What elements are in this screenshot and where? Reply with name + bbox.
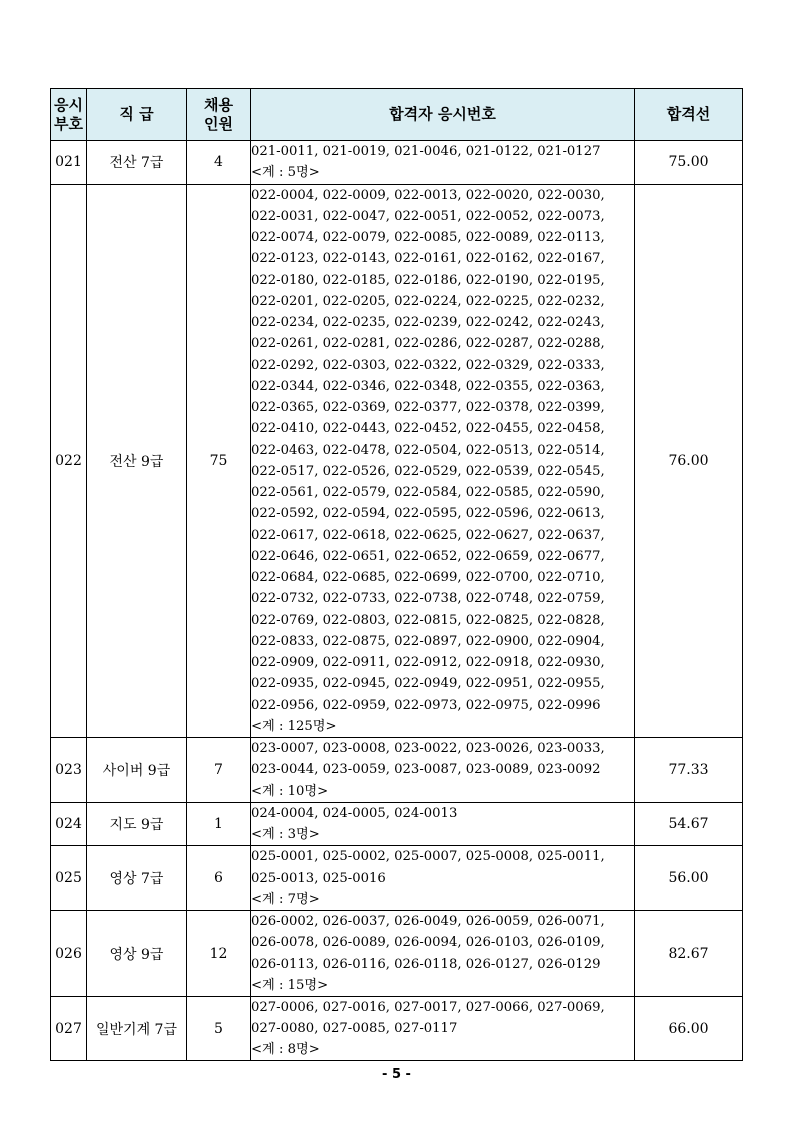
passer-number-line: 022-0344, 022-0346, 022-0348, 022-0355, 022-0363,: [251, 378, 605, 394]
header-hires: [187, 89, 251, 141]
passer-number-line: 022-0180, 022-0185, 022-0186, 022-0190, 022-0195,: [251, 272, 605, 288]
header-row: [51, 89, 743, 141]
passer-number-line: 022-0201, 022-0205, 022-0224, 022-0225, 022-0232,: [251, 293, 605, 309]
cutoff-cell: 77.33: [635, 738, 743, 803]
passer-total: <계 : 8명>: [251, 1042, 320, 1057]
table-row: [51, 141, 743, 185]
position-cell: 지도 9급: [87, 802, 187, 846]
table-row: [51, 738, 743, 803]
passer-number-line: 022-0234, 022-0235, 022-0239, 022-0242, 022-0243,: [251, 315, 605, 330]
hires-cell: 5: [187, 997, 251, 1061]
exam-code-cell: 024: [51, 802, 87, 846]
passer-number-line: 022-0956, 022-0959, 022-0973, 022-0975, 022-0996: [251, 697, 601, 713]
position-cell: 전산 7급: [87, 141, 187, 185]
position-cell: 사이버 9급: [87, 738, 187, 803]
passer-number-line: 022-0833, 022-0875, 022-0897, 022-0900, 022-0904,: [251, 633, 605, 649]
passer-number-line: 023-0044, 023-0059, 023-0087, 023-0089, 023-0092: [251, 762, 601, 778]
passers-cell: [251, 846, 635, 911]
header-hires-line2: 인원: [204, 114, 233, 133]
passer-number-line: 021-0011, 021-0019, 021-0046, 021-0122, 021-0127: [251, 144, 601, 159]
exam-code-cell: 023: [51, 738, 87, 803]
passer-total: <계 : 10명>: [251, 783, 329, 799]
passer-number-line: 022-0365, 022-0369, 022-0377, 022-0378, 022-0399,: [251, 400, 605, 415]
passer-number-line: 022-0517, 022-0526, 022-0529, 022-0539, 022-0545,: [251, 463, 605, 479]
table-row: [51, 997, 743, 1061]
passer-number-line: 022-0592, 022-0594, 022-0595, 022-0596, 022-0613,: [251, 506, 605, 522]
header-exam-code: [51, 89, 87, 141]
results-table: [50, 88, 743, 1061]
page-number: - 5 -: [382, 1067, 411, 1082]
passer-total: <계 : 5명>: [251, 165, 320, 181]
passer-total: <계 : 3명>: [251, 827, 320, 842]
cutoff-cell: 75.00: [635, 141, 743, 185]
exam-code-cell: 025: [51, 846, 87, 911]
table-row: [51, 846, 743, 911]
passers-cell: [251, 997, 635, 1061]
header-cutoff: 합격선: [635, 89, 743, 141]
results-body: [51, 141, 743, 1061]
passers-cell: [251, 184, 635, 738]
passer-number-line: 026-0002, 026-0037, 026-0049, 026-0059, 026-0071,: [251, 914, 605, 929]
passer-number-line: 025-0013, 025-0016: [251, 870, 386, 886]
hires-cell: 75: [187, 184, 251, 738]
passer-number-line: 024-0004, 024-0005, 024-0013: [251, 805, 458, 821]
passers-cell: [251, 911, 635, 997]
passer-total: <계 : 125명>: [251, 718, 337, 734]
passers-cell: [251, 738, 635, 803]
passer-number-line: 022-0074, 022-0079, 022-0085, 022-0089, 022-0113,: [251, 230, 605, 245]
cutoff-cell: 76.00: [635, 184, 743, 738]
exam-code-cell: 027: [51, 997, 87, 1061]
table-row: [51, 184, 743, 738]
table-row: [51, 802, 743, 846]
position-cell: 일반기계 7급: [87, 997, 187, 1061]
passer-number-line: 023-0007, 023-0008, 023-0022, 023-0026, 023-0033,: [251, 741, 605, 756]
passer-number-line: 027-0006, 027-0016, 027-0017, 027-0066, 027-0069,: [251, 1000, 605, 1015]
hires-cell: 1: [187, 802, 251, 846]
exam-code-cell: 022: [51, 184, 87, 738]
hires-cell: 6: [187, 846, 251, 911]
cutoff-cell: 56.00: [635, 846, 743, 911]
passer-number-line: 022-0617, 022-0618, 022-0625, 022-0627, 022-0637,: [251, 527, 605, 543]
position-cell: 영상 9급: [87, 911, 187, 997]
cutoff-cell: 54.67: [635, 802, 743, 846]
passer-number-line: 022-0292, 022-0303, 022-0322, 022-0329, 022-0333,: [251, 357, 605, 373]
passers-cell: [251, 802, 635, 846]
passer-total: <계 : 7명>: [251, 891, 320, 907]
passers-cell: [251, 141, 635, 185]
passer-number-line: 026-0113, 026-0116, 026-0118, 026-0127, 026-0129: [251, 956, 601, 972]
position-cell: 전산 9급: [87, 184, 187, 738]
passer-number-line: 022-0909, 022-0911, 022-0912, 022-0918, 022-0930,: [251, 655, 605, 670]
exam-code-cell: 026: [51, 911, 87, 997]
cutoff-cell: 82.67: [635, 911, 743, 997]
header-exam-code-line2: 부호: [54, 114, 83, 133]
header-passers: 합격자 응시번호: [251, 89, 635, 141]
hires-cell: 7: [187, 738, 251, 803]
hires-cell: 12: [187, 911, 251, 997]
passer-number-line: 022-0261, 022-0281, 022-0286, 022-0287, 022-0288,: [251, 336, 605, 352]
passer-number-line: 022-0732, 022-0733, 022-0738, 022-0748, 022-0759,: [251, 591, 605, 607]
table-row: [51, 911, 743, 997]
passer-number-line: 022-0935, 022-0945, 022-0949, 022-0951, 022-0955,: [251, 676, 605, 692]
header-exam-code-line1: 응시: [54, 95, 83, 114]
cutoff-cell: 66.00: [635, 997, 743, 1061]
passer-number-line: 022-0561, 022-0579, 022-0584, 022-0585, 022-0590,: [251, 485, 605, 500]
passer-number-line: 026-0078, 026-0089, 026-0094, 026-0103, 026-0109,: [251, 935, 605, 951]
passer-number-line: 022-0410, 022-0443, 022-0452, 022-0455, 022-0458,: [251, 421, 605, 437]
exam-code-cell: 021: [51, 141, 87, 185]
passer-number-line: 022-0031, 022-0047, 022-0051, 022-0052, 022-0073,: [251, 208, 605, 224]
header-position: 직 급: [87, 89, 187, 141]
passer-number-line: 022-0004, 022-0009, 022-0013, 022-0020, 022-0030,: [251, 187, 605, 203]
passer-number-line: 022-0646, 022-0651, 022-0652, 022-0659, 022-0677,: [251, 548, 605, 564]
passer-total: <계 : 15명>: [251, 977, 329, 993]
hires-cell: 4: [187, 141, 251, 185]
passer-number-line: 025-0001, 025-0002, 025-0007, 025-0008, 025-0011,: [251, 849, 605, 865]
passer-number-line: 022-0463, 022-0478, 022-0504, 022-0513, 022-0514,: [251, 442, 605, 458]
passer-number-line: 027-0080, 027-0085, 027-0117: [251, 1021, 458, 1036]
position-cell: 영상 7급: [87, 846, 187, 911]
passer-number-line: 022-0123, 022-0143, 022-0161, 022-0162, 022-0167,: [251, 251, 605, 267]
header-hires-line1: 채용: [204, 95, 233, 114]
passer-number-line: 022-0684, 022-0685, 022-0699, 022-0700, 022-0710,: [251, 570, 605, 585]
passer-number-line: 022-0769, 022-0803, 022-0815, 022-0825, 022-0828,: [251, 612, 605, 628]
